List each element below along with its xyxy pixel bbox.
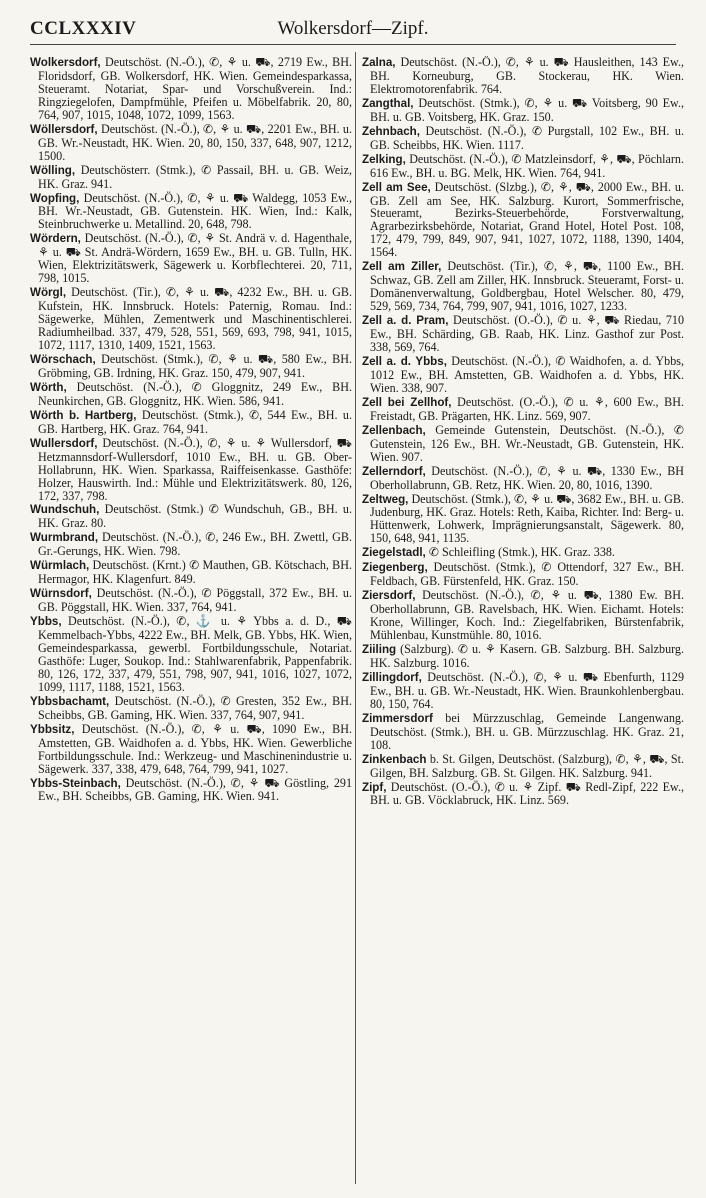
entry-headword: Zell a. d. Ybbs, bbox=[362, 354, 447, 368]
gazetteer-entry bbox=[362, 424, 684, 464]
entry-text: b. St. Gilgen, Deutschöst. (Salzburg), ✆, ⚘, ⛟, St. Gilgen, BH. Salzburg. GB. St. Gilgen. HK. Salzburg. 941. bbox=[370, 751, 684, 780]
column-divider bbox=[355, 52, 356, 1184]
gazetteer-entry bbox=[30, 232, 352, 285]
gazetteer-entry bbox=[362, 781, 684, 808]
entry-headword: Wörschach, bbox=[30, 352, 96, 366]
entry-headword: Zelking, bbox=[362, 152, 406, 166]
gazetteer-entry bbox=[362, 712, 684, 752]
entry-text: Deutschöst. (N.-Ö.), ✆, ⚘ u. ⛟, 1330 Ew., BH Oberhollabrunn, GB. Retz, HK. Wien. 20, 80, 1016, 1390. bbox=[370, 463, 684, 492]
entry-text: bei Mürzzuschlag, Gemeinde Langenwang. Deutschöst. (Stmk.), BH. u. GB. Mürzzuschlag. HK. Graz. 21, 108. bbox=[370, 710, 684, 752]
gazetteer-entry bbox=[362, 97, 684, 124]
entry-text: Deutschöst. (N.-Ö.), ✆, 246 Ew., BH. Zwettl, GB. Gr.-Gerungs, HK. Wien. 798. bbox=[38, 530, 352, 559]
entry-headword: Zellenbach, bbox=[362, 423, 426, 437]
entry-text: Deutschöst. (N.-Ö.), ✆, ⚘ u. ⛟ Ebenfurth, 1129 Ew., BH. u. GB. Wr.-Neustadt, HK. Wien. Braunkohlenbergbau. 80, 150, 764. bbox=[370, 669, 684, 711]
running-title: Wolkersdorf—Zipf. bbox=[277, 18, 429, 39]
entry-headword: Zinkenbach bbox=[362, 752, 427, 766]
gazetteer-entry bbox=[362, 125, 684, 152]
gazetteer-entry bbox=[30, 192, 352, 232]
gazetteer-entry bbox=[362, 153, 684, 180]
entry-headword: Ziegelstadl, bbox=[362, 546, 426, 560]
entry-headword: Würmlach, bbox=[30, 559, 90, 573]
entry-text: Deutschöst. (N.-Ö.), ✆, ⚘ u. ⛟, 1380 Ew. BH. Oberhollabrunn, GB. Ravelsbach, HK. Wien. Eichamt. Hotels: Krone, Willinger, Koch. Ind.: Ziegelfabriken, Bürstenfabrik, Mühlenbau, Kunstmühle. 80, 1016. bbox=[370, 588, 684, 643]
entry-headword: Wolkersdorf, bbox=[30, 56, 101, 69]
entry-text: Deutschöst. (Slzbg.), ✆, ⚘, ⛟, 2000 Ew., BH. u. GB. Zell am See, HK. Salzburg. Kurort, Sommerfrische, Steueramt, Bezirks-Steuerbehörde, Forstverwaltung, Agrarbezirksbehörde, Notariat, Grand Hotel, Hotel Post. 108, 172, 479, 799, 849, 907, 941, 1027, 1072, 1188, 1390, 1404, 1564. bbox=[370, 179, 684, 260]
gazetteer-entry bbox=[362, 589, 684, 642]
gazetteer-entry bbox=[30, 437, 352, 503]
entry-headword: Zimmersdorf bbox=[362, 711, 433, 725]
entry-headword: Wörth, bbox=[30, 380, 67, 394]
gazetteer-entry bbox=[30, 353, 352, 380]
left-column bbox=[30, 56, 352, 1184]
entry-headword: Ziegenberg, bbox=[362, 561, 428, 575]
gazetteer-entry bbox=[362, 355, 684, 395]
gazetteer-entry bbox=[362, 396, 684, 423]
gazetteer-entry bbox=[362, 671, 684, 711]
entry-text: Deutschöst. (N.-Ö.), ✆, ⚘ u. ⛟ Waldegg, 1053 Ew., BH. Wr.-Neustadt, GB. Gutenstein. HK. Wien, Ind.: Kalk, Steinbruchwerke u. Metallind. 20, 648, 798. bbox=[38, 190, 352, 232]
entry-headword: Wullersdorf, bbox=[30, 436, 98, 450]
gazetteer-entry bbox=[362, 546, 684, 560]
gazetteer-entry bbox=[362, 314, 684, 354]
gazetteer-entry bbox=[362, 493, 684, 546]
gazetteer-entry bbox=[30, 164, 352, 191]
entry-headword: Wöllersdorf, bbox=[30, 122, 98, 136]
entry-text: Deutschöst. (N.-Ö.), ✆, ⚘ u. ⛟, 2719 Ew., BH. Floridsdorf, GB. Wolkersdorf, HK. Wien. Gemeindesparkassa, Steueramt. Notariat, Spar- und Vorschußverein. Ind.: Ringziegelofen, Dampfmühle, Pfeifen u. Möbelfabrik. 20, 80, 764, 907, 1015, 1048, 1072, 1099, 1563. bbox=[38, 56, 352, 122]
gazetteer-entry bbox=[30, 123, 352, 163]
page-header bbox=[30, 16, 676, 42]
entry-headword: Zell a. d. Pram, bbox=[362, 314, 449, 328]
entry-text: Deutschöst. (Stmk.), ✆, ⚘ u. ⛟ Voitsberg, 90 Ew., BH. u. GB. Voitsberg, HK. Graz. 150. bbox=[370, 95, 684, 124]
entry-headword: Zalna, bbox=[362, 56, 396, 69]
entry-headword: Wörth b. Hartberg, bbox=[30, 408, 137, 422]
entry-text: Deutschöst. (Stmk.), ✆, ⚘ u. ⛟, 3682 Ew., BH. u. GB. Judenburg, HK. Graz. Hotels: Reth, Kaiba, Richter. Ind: Berg- u. Hüttenwerk, Lohwerk, Imprägnierungsanstalt, Sägewerk. 80, 150, 648, 941, 1135. bbox=[370, 491, 684, 546]
gazetteer-entry bbox=[362, 753, 684, 780]
right-column bbox=[362, 56, 684, 1184]
entry-headword: Ybbsbachamt, bbox=[30, 694, 110, 708]
entry-text: Deutschöst. (Tir.), ✆, ⚘, ⛟, 1100 Ew., BH. Schwaz, GB. Zell am Ziller, HK. Innsbruck. Steueramt, Forst- u. Domänenverwaltung, Goldbergbau, Hotel Welscher. 80, 479, 529, 569, 734, 764, 799, 907, 941, 1016, 1027, 1233. bbox=[370, 259, 684, 314]
entry-text: Deutschöst. (N.-Ö.), ✆ Purgstall, 102 Ew., BH. u. GB. Scheibbs, HK. Wien. 1117. bbox=[370, 123, 684, 152]
entry-headword: Zeltweg, bbox=[362, 492, 409, 506]
gazetteer-entry bbox=[30, 381, 352, 408]
entry-text: Deutschöst. (N.-Ö.), ✆, ⚘ u. ⚘ Wullersdorf, ⛟ Hetzmannsdorf-Wullersdorf, 1010 Ew., BH. u. GB. Ober-Hollabrunn, HK. Wien. Sparkassa, Raiffeisenkasse. Gasthöfe: Holzer, Hauswirth. Ind.: Mühle und Elektrizitätswerk. 80, 126, 172, 337, 798. bbox=[38, 435, 352, 503]
entry-headword: Ybbs, bbox=[30, 615, 62, 629]
entry-text: Deutschöst. (N.-Ö.), ✆, ⚓ u. ⚘ Ybbs a. d. D., ⛟ Kemmelbach-Ybbs, 4222 Ew., BH. Melk, GB. Ybbs, HK. Wien, Gemeindesparkassa, gewerbl. Fortbildungsschule, Notariat. Gasthöfe: Luger, Soukop. Ind.: Stahlwarenfabrik, Pappenfabrik. 80, 126, 172, 337, 479, 551, 798, 907, 941, 1016, 1027, 1072, 1099, 1117, 1188, 1521, 1563. bbox=[38, 614, 352, 694]
entry-text: Deutschöst. (N.-Ö.), ✆ Waidhofen, a. d. Ybbs, 1012 Ew., BH. Amstetten, GB. Waidhofen a. d. Ybbs, HK. Wien. 338, 907. bbox=[370, 353, 684, 395]
entry-text: Deutschöst. (N.-Ö.), ✆ Matzleinsdorf, ⚘, ⛟, Pöchlarn. 616 Ew., BH. u. BG. Melk, HK. Wien. 764, 941. bbox=[370, 151, 684, 180]
gazetteer-entry bbox=[362, 465, 684, 492]
entry-headword: Wördern, bbox=[30, 232, 81, 246]
entry-text: Deutschöst. (O.-Ö.), ✆ u. ⚘, ⛟ Riedau, 710 Ew., BH. Schärding, GB. Raab, HK. Linz. Gasthof zur Post. 338, 569, 764. bbox=[370, 313, 684, 355]
gazetteer-entry bbox=[30, 587, 352, 614]
entry-headword: Wurmbrand, bbox=[30, 531, 99, 545]
entry-text: Deutschöst. (Tir.), ✆, ⚘ u. ⛟, 4232 Ew., BH. u. GB. Kufstein, HK. Innsbruck. Hotels: Paternig, Romau. Ind.: Sägewerke, Mühlen, Zementwerk und Maschinentischlerei. Radiumheilbad. 337, 479, 528, 551, 569, 693, 798, 941, 1015, 1072, 1117, 1310, 1409, 1521, 1563. bbox=[38, 285, 352, 353]
gazetteer-entry bbox=[362, 561, 684, 588]
gazetteer-entry bbox=[30, 503, 352, 530]
gazetteer-entry bbox=[362, 56, 684, 96]
entry-text: Deutschöst. (Krnt.) ✆ Mauthen, GB. Kötschach, BH. Hermagor, HK. Klagenfurt. 849. bbox=[38, 558, 352, 587]
gazetteer-entry bbox=[30, 531, 352, 558]
entry-text: Deutschöst. (Stmk.), ✆, 544 Ew., BH. u. GB. Hartberg, HK. Graz. 764, 941. bbox=[38, 407, 352, 436]
entry-text: Deutschöst. (N.-Ö.), ✆, ⚘ ⛟ Göstling, 291 Ew., BH. Scheibbs, GB. Gaming, HK. Wien. 941. bbox=[38, 775, 352, 804]
gazetteer-entry bbox=[362, 181, 684, 260]
entry-text: Deutschöst. (N.-Ö.), ✆, ⚘ u. ⛟, 2201 Ew., BH. u. GB. Wr.-Neustadt, HK. Wien. 20, 80, 150, 337, 648, 907, 1212, 1500. bbox=[38, 121, 352, 163]
entry-text: Deutschöst. (Stmk.), ✆, ⚘ u. ⛟, 580 Ew., BH. Gröbming, GB. Irdning, HK. Graz. 150, 479, 907, 941. bbox=[38, 351, 352, 380]
header-rule bbox=[30, 44, 676, 45]
entry-text: Deutschöst. (O.-Ö.), ✆ u. ⚘ Zipf. ⛟ Redl-Zipf, 222 Ew., BH. u. GB. Vöcklabruck, HK. Linz. 569. bbox=[370, 779, 684, 808]
gazetteer-entry bbox=[30, 409, 352, 436]
gazetteer-entry bbox=[30, 56, 352, 122]
entry-text: Deutschöst. (Stmk.) ✆ Wundschuh, GB., BH. u. HK. Graz. 80. bbox=[38, 502, 352, 531]
entry-text: Deutschöst. (N.-Ö.), ✆, ⚘ St. Andrä v. d. Hagenthale, ⚘ u. ⛟ St. Andrä-Wördern, 1659 Ew., BH. u. GB. Tulln, HK. Wien, Elektrizitätswerk, Sägewerk u. Korbflechterei. 20, 711, 798, 1015. bbox=[38, 231, 352, 286]
entry-headword: Wopfing, bbox=[30, 191, 80, 205]
entry-headword: Zangthal, bbox=[362, 96, 414, 110]
gazetteer-entry bbox=[30, 723, 352, 776]
entry-text: Deutschöst. (N.-Ö.), ✆ Pöggstall, 372 Ew., BH. u. GB. Pöggstall, HK. Wien. 337, 764, 941. bbox=[38, 586, 352, 615]
entry-headword: Zell am See, bbox=[362, 180, 431, 194]
entry-text: Deutschöst. (N.-Ö.), ✆, ⚘ u. ⛟, 1090 Ew., BH. Amstetten, GB. Waidhofen a. d. Ybbs, HK. Wien. Gewerbliche Fortbildungsschule. Ind.: Werkzeug- und Maschinenindustrie u. Sägewerk. 337, 338, 479, 648, 764, 799, 941, 1027. bbox=[38, 721, 352, 776]
entry-headword: Zipf, bbox=[362, 780, 387, 794]
entry-headword: Ziiling bbox=[362, 642, 397, 656]
gazetteer-entry bbox=[30, 695, 352, 722]
entry-headword: Ybbs-Steinbach, bbox=[30, 776, 121, 790]
entry-text: Gemeinde Gutenstein, Deutschöst. (N.-Ö.), ✆ Gutenstein, 126 Ew., BH. Wr.-Neustadt, GB. Gutenstein, HK. Wien. 907. bbox=[370, 422, 684, 464]
entry-headword: Würnsdorf, bbox=[30, 587, 92, 601]
entry-headword: Ziersdorf, bbox=[362, 589, 416, 603]
entry-headword: Zillingdorf, bbox=[362, 670, 422, 684]
gazetteer-entry bbox=[30, 559, 352, 586]
entry-text: ✆ Schleifling (Stmk.), HK. Graz. 338. bbox=[425, 545, 615, 560]
entry-text: Deutschöst. (O.-Ö.), ✆ u. ⚘, 600 Ew., BH. Freistadt, GB. Prägarten, HK. Linz. 569, 907. bbox=[370, 394, 684, 423]
entry-headword: Ybbsitz, bbox=[30, 722, 75, 736]
entry-text: Deutschösterr. (Stmk.), ✆ Passail, BH. u. GB. Weiz, HK. Graz. 941. bbox=[38, 162, 352, 191]
entry-headword: Zellerndorf, bbox=[362, 464, 426, 478]
entry-headword: Zell am Ziller, bbox=[362, 260, 442, 274]
gazetteer-entry bbox=[362, 643, 684, 670]
entry-text: Deutschöst. (Stmk.), ✆ Ottendorf, 327 Ew., BH. Feldbach, GB. Fürstenfeld, HK. Graz. 150. bbox=[370, 560, 684, 589]
entry-text: Deutschöst. (N.-Ö.), ✆ Gresten, 352 Ew., BH. Scheibbs, GB. Gaming, HK. Wien. 337, 764, 907, 941. bbox=[38, 693, 352, 722]
gazetteer-entry bbox=[30, 615, 352, 694]
entry-headword: Wörgl, bbox=[30, 286, 67, 300]
entry-headword: Zell bei Zellhof, bbox=[362, 395, 452, 409]
entry-headword: Wundschuh, bbox=[30, 503, 100, 517]
entry-headword: Zehnbach, bbox=[362, 124, 420, 138]
entry-text: Deutschöst. (N.-Ö.), ✆ Gloggnitz, 249 Ew., BH. Neunkirchen, GB. Gloggnitz, HK. Wien. 586, 941. bbox=[38, 379, 352, 408]
entry-headword: Wölling, bbox=[30, 163, 76, 177]
entry-text: (Salzburg). ✆ u. ⚘ Kasern. GB. Salzburg. BH. Salzburg. HK. Salzburg. 1016. bbox=[370, 641, 684, 670]
gazetteer-entry bbox=[362, 260, 684, 313]
page-number: CCLXXXIV bbox=[30, 18, 137, 39]
entry-text: Deutschöst. (N.-Ö.), ✆, ⚘ u. ⛟ Hausleithen, 143 Ew., BH. Korneuburg, GB. Stockerau, HK. Wien. Elektromotorenfabrik. 764. bbox=[370, 56, 684, 96]
gazetteer-entry bbox=[30, 777, 352, 804]
gazetteer-entry bbox=[30, 286, 352, 352]
